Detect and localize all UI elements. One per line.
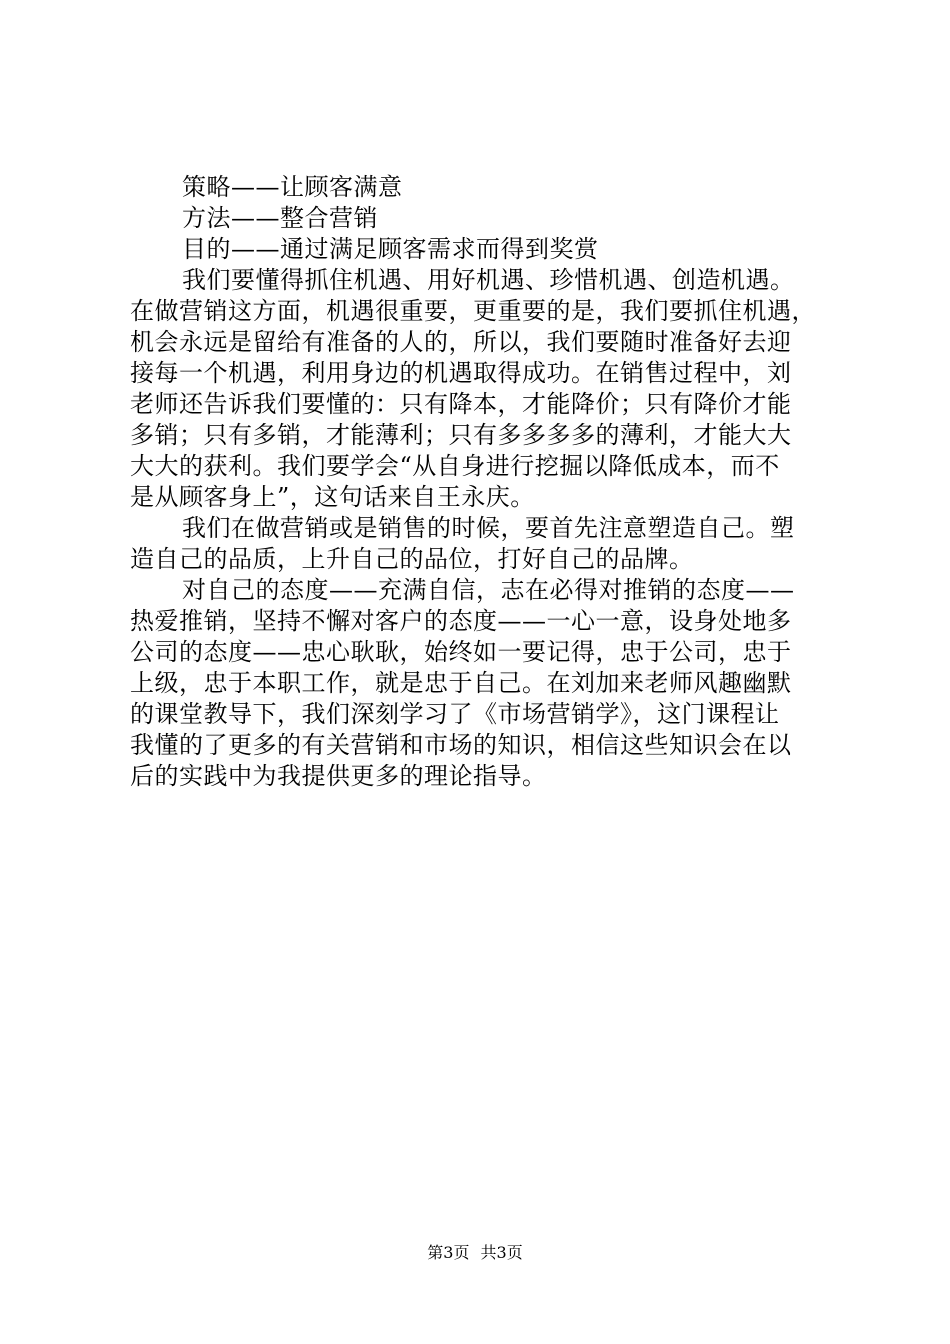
page-number: 第3页 <box>427 1243 470 1262</box>
text-line: 的课堂教导下，我们深刻学习了《市场营销学》，这门课程让 <box>130 700 780 728</box>
text-line: 在做营销这方面，机遇很重要，更重要的是，我们要抓住机遇， <box>130 297 816 325</box>
text-line: 方法——整合营销 <box>182 204 378 232</box>
text-line: 老师还告诉我们要懂的：只有降本，才能降价；只有降价才能 <box>130 390 792 418</box>
text-line: 我们要懂得抓住机遇、用好机遇、珍惜机遇、创造机遇。 <box>182 266 795 294</box>
document-body <box>130 172 842 792</box>
text-line: 公司的态度——忠心耿耿，始终如一要记得，忠于公司，忠于 <box>130 638 792 666</box>
text-line: 造自己的品质，上升自己的品位，打好自己的品牌。 <box>130 545 694 573</box>
page-footer <box>0 1243 950 1263</box>
text-line: 目的——通过满足顾客需求而得到奖赏 <box>182 235 599 263</box>
text-line: 上级，忠于本职工作，就是忠于自己。在刘加来老师风趣幽默 <box>130 669 792 697</box>
text-line: 我们在做营销或是销售的时候，要首先注意塑造自己。塑 <box>182 514 795 542</box>
text-line: 后的实践中为我提供更多的理论指导。 <box>130 762 547 790</box>
text-line: 是从顾客身上”，这句话来自王永庆。 <box>130 483 535 511</box>
page-total: 共3页 <box>480 1243 523 1262</box>
text-line: 接每一个机遇，利用身边的机遇取得成功。在销售过程中，刘 <box>130 359 792 387</box>
text-line: 大大的获利。我们要学会“从自身进行挖掘以降低成本，而不 <box>130 452 780 480</box>
text-line: 对自己的态度——充满自信，志在必得对推销的态度—— <box>182 576 795 604</box>
text-line: 机会永远是留给有准备的人的，所以，我们要随时准备好去迎 <box>130 328 792 356</box>
text-line: 策略——让顾客满意 <box>182 173 403 201</box>
text-line: 我懂的了更多的有关营销和市场的知识，相信这些知识会在以 <box>130 731 792 759</box>
text-line: 多销；只有多销，才能薄利；只有多多多多的薄利，才能大大 <box>130 421 792 449</box>
text-line: 热爱推销，坚持不懈对客户的态度——一心一意，设身处地多 <box>130 607 792 635</box>
